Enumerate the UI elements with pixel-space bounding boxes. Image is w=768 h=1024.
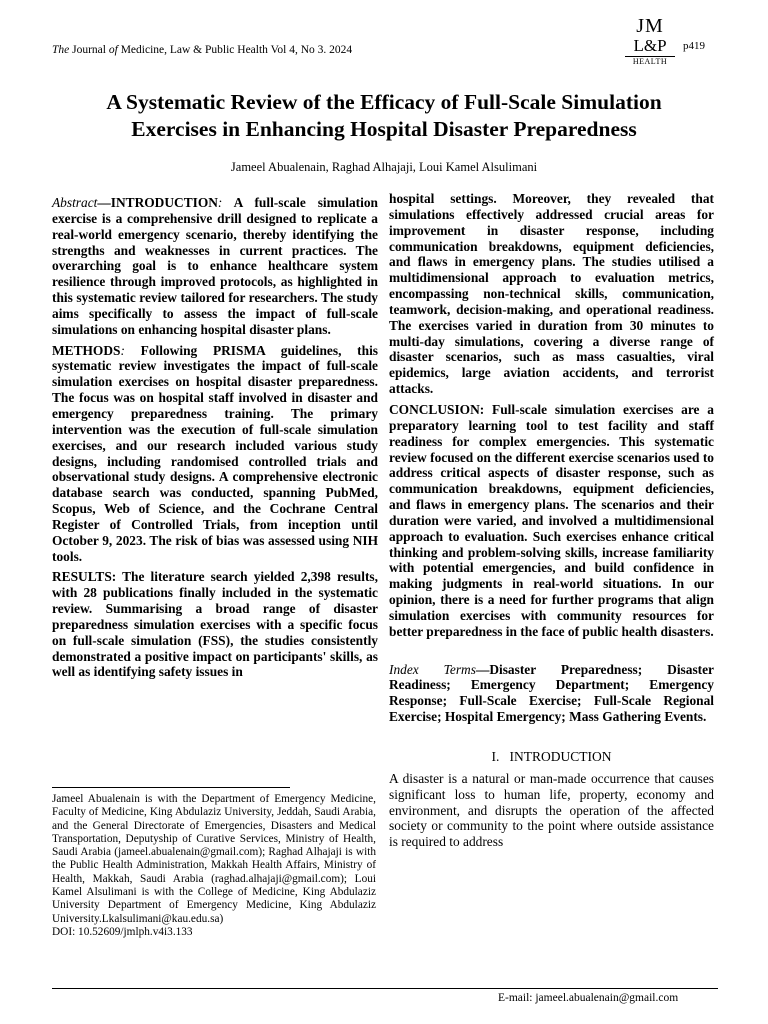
page-number: p419 bbox=[683, 40, 705, 52]
journal-rest: Medicine, Law & Public Health Vol 4, No 3. 2024 bbox=[120, 44, 353, 56]
intro-heading: —INTRODUCTION bbox=[97, 195, 218, 210]
right-column bbox=[389, 191, 714, 850]
index-terms-label: Index Terms bbox=[389, 661, 476, 677]
title-line-2: Exercises in Enhancing Hospital Disaster Preparedness bbox=[131, 117, 637, 141]
journal-word: Journal bbox=[72, 44, 106, 56]
introduction-paragraph: A disaster is a natural or man-made occurrence that causes significant loss to human life, property, economy and environment, and disrupts the operation of the affected society or community to the point where outside assistance is required to address bbox=[389, 770, 714, 850]
journal-running-header bbox=[52, 44, 352, 56]
footnote-text: Jameel Abualenain is with the Department of Emergency Medicine, Faculty of Medicine, King Abdulaziz University, Jeddah, Saudi Arabia, and the General Directorate of Emergencies, Disasters and Medical Transportation, Deputyship of Curative Services, Ministry of Health, Saudi Arabia (jameel.abualenain@gmail.com); Raghad Alhajaji is with the Public Health Administration, Makkah Health Affairs, Ministry of Health, Makkah, Saudi Arabia (raghad.alhajaji@gmail.com); Loui Kamel Alsulimani is with the College of Medicine, King Abdulaziz University Department of Emergency Medicine, King Abdulaziz University.Lkalsulimani@kau.edu.sa) bbox=[52, 793, 376, 925]
abstract-label: Abstract bbox=[52, 195, 98, 210]
journal-of: of bbox=[108, 44, 118, 56]
logo-mid: L&P bbox=[633, 36, 667, 55]
logo-bottom: HEALTH bbox=[625, 56, 675, 66]
footnote-divider bbox=[52, 787, 290, 788]
section-heading-introduction bbox=[389, 749, 714, 765]
abstract-introduction bbox=[52, 195, 378, 338]
footer-email: E-mail: jameel.abualenain@gmail.com bbox=[498, 992, 679, 1004]
journal-the: The bbox=[52, 44, 70, 56]
methods-text: Following PRISMA guidelines, this systematic review investigates the impact of full-scale simulation exercises on hospital disaster preparedness. The focus was on hospital staff involved in disaster and emergency preparedness training. The primary intervention was the execution of full-scale simulation exercises, and our research included various study designs, including randomised controlled trials and observational study designs. A comprehensive electronic database search was conducted, spanning PubMed, Scopus, Web of Science, and the Cochrane Central Register of Controlled Trials, from inception until October 9, 2023. The risk of bias was assessed using NIH tools. bbox=[52, 342, 378, 564]
logo-top: JM bbox=[636, 15, 664, 37]
journal-logo bbox=[625, 16, 675, 66]
intro-text: A full-scale simulation exercise is a comprehensive drill designed to replicate a real-world emergency scenario, thereby identifying the strengths and weaknesses in current practices. The overarching goal is to enhance healthcare system resilience through improved protocols, as highlighted in this systematic review tailored for researchers. The study aims specifically to assess the impact of full-scale simulations on enhancing hospital disaster plans. bbox=[52, 195, 378, 337]
section-heading-first-letter: I bbox=[509, 749, 514, 764]
left-column bbox=[52, 195, 378, 680]
abstract-conclusion: CONCLUSION: Full-scale simulation exercises are a preparatory learning tool to test facility and staff readiness for complex emergencies. This systematic review focused on the different exercise scenarios used to address critical aspects of disaster response, such as communication breakdowns, equipment deficiencies, and flaws in emergency plans. The scenarios and their duration were varied, and involved a multidimensional approach to evaluation. Such exercises enhance critical thinking and problem-solving skills, increase familiarity with potential emergencies, and build confidence in making judgments in real-world situations. In our opinion, there is a need for further programs that align simulation exercises with community resources for better preparedness in the face of public health disasters. bbox=[389, 401, 714, 639]
author-list: Jameel Abualenain, Raghad Alhajaji, Loui Kamel Alsulimani bbox=[230, 160, 538, 174]
index-terms bbox=[389, 662, 714, 725]
methods-heading: METHODS bbox=[52, 342, 121, 358]
section-numeral: I. bbox=[491, 749, 500, 764]
paper-title bbox=[30, 89, 738, 143]
abstract-results: RESULTS: The literature search yielded 2,398 results, with 28 publications finally included in the systematic review. Summarising a broad range of disaster preparedness simulation exercises with a specific focus on full-scale simulation (FSS), the studies consistently demonstrated a positive impact on participants' skills, as well as identifying safety issues in bbox=[52, 569, 378, 680]
intro-colon: : bbox=[217, 195, 223, 210]
title-line-1: A Systematic Review of the Efficacy of Full-Scale Simulation bbox=[106, 90, 662, 114]
doi: DOI: 10.52609/jmlph.v4i3.133 bbox=[52, 925, 193, 938]
section-heading-rest: NTRODUCTION bbox=[514, 749, 612, 764]
methods-colon: : bbox=[120, 342, 125, 358]
abstract-methods bbox=[52, 343, 378, 565]
footer-divider bbox=[52, 988, 718, 989]
index-terms-text: —Disaster Preparedness; Disaster Readiness; Emergency Department; Emergency Response; Full-Scale Exercise; Full-Scale Regional Exercise; Hospital Emergency; Mass Gathering Events. bbox=[389, 661, 714, 725]
abstract-results-continued: hospital settings. Moreover, they revealed that simulations effectively addressed crucial areas for improvement in disaster response, including communication breakdowns, equipment deficiencies, and flaws in emergency plans. The studies utilised a multidimensional approach to evaluation metrics, encompassing non-technical skills, communication, teamwork, decision-making, and operational readiness. The exercises varied in duration from 30 minutes to multi-day simulations, covering a diverse range of disaster scenarios, such as mass casualties, viral epidemics, large aviation accidents, and terrorist attacks. bbox=[389, 191, 714, 397]
author-footnote bbox=[52, 793, 376, 939]
